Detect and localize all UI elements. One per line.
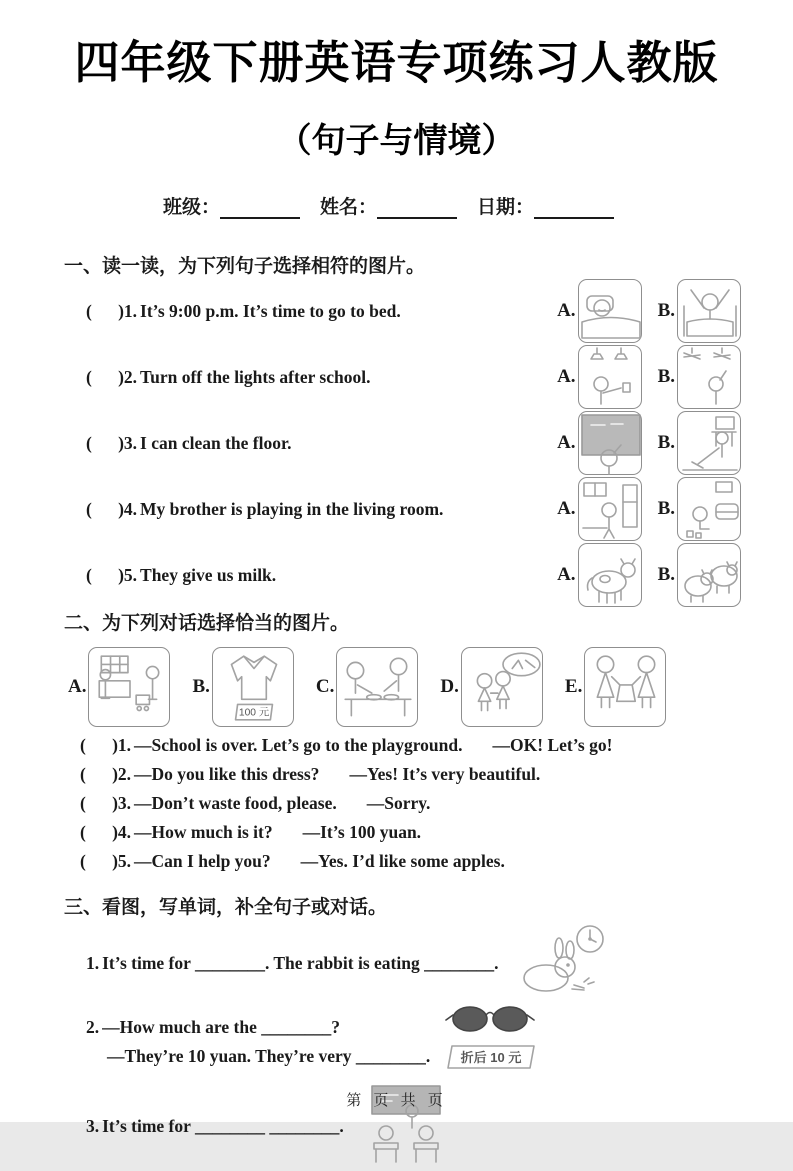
fill-in-sentence: It’s time for ________. The rabbit is eating ________. [102,952,499,973]
section2-question-2 [0,764,793,793]
name-label: 姓名： [320,197,378,218]
question-number: 4. [123,498,138,519]
two-pigs-image [677,543,741,607]
section1-question-5 [0,542,793,608]
discount-tag-text: 折后 10 元 [460,1049,522,1065]
option-a-label: A. [557,498,576,519]
section1-question-3 [0,410,793,476]
option-d-label: D. [440,676,459,697]
section3-heading: 三、看图，写单词，补全句子或对话。 [64,897,388,918]
question-number: 1. [123,300,138,321]
boy-writing-on-blackboard-image [578,411,642,475]
option-b-label: B. [657,366,675,387]
option-a-label: A. [557,432,576,453]
dialogue-answer: —Sorry. [366,793,431,813]
question-text [86,565,557,586]
option-e-label: E. [564,676,583,697]
dialogue-question: —School is over. Let’s go to the playground. [134,735,463,755]
option-b-label: B. [657,300,675,321]
question-number: 4. [117,822,132,842]
question-number: 2. [86,1017,100,1037]
dialogue-answer: —OK! Let’s go! [492,735,613,755]
question-sentence: I can clean the floor. [140,432,292,453]
student-info-row [163,192,793,219]
section1-heading: 一、读一读，为下列句子选择相符的图片。 [64,256,426,277]
answer-bracket: ( ) [86,498,124,519]
question-text [86,367,557,388]
option-d [440,647,542,727]
section2-question-1 [0,735,793,764]
dialogue-question: —Don’t waste food, please. [134,793,337,813]
date-label: 日期： [477,197,535,218]
question-number: 3. [123,432,138,453]
answer-bracket: ( ) [80,764,118,784]
section2-question-4 [0,822,793,851]
question-number: 2. [117,764,132,784]
option-a-label: A. [68,676,87,697]
girls-looking-at-dress-image [584,647,666,727]
answer-bracket: ( ) [86,366,124,387]
dialogue-answer: —Yes! It’s very beautiful. [349,764,541,784]
section2-heading: 二、为下列对话选择恰当的图片。 [64,613,350,634]
name-blank [377,199,457,219]
section3-question-2 [0,1003,793,1081]
question-number: 5. [123,564,138,585]
dialogue-question: —How much is it? [134,822,273,842]
answer-bracket: ( ) [86,564,124,585]
boy-mopping-floor-image [677,411,741,475]
question-number: 5. [117,851,132,871]
option-a-label: A. [557,564,576,585]
page-title: 四年级下册英语专项练习人教版 [74,37,719,88]
question-number: 1. [86,952,100,973]
answer-bracket: ( ) [86,432,124,453]
class-blank [220,199,300,219]
fill-in-sentence: It’s time for ________ ________. [102,1115,344,1136]
answer-bracket: ( ) [80,793,118,813]
dialogue-answer: —It’s 100 yuan. [302,822,422,842]
question-number: 1. [117,735,132,755]
sunglasses-with-discount-tag-image [442,1004,542,1081]
question-number: 3. [117,793,132,813]
section1-question-2 [0,344,793,410]
jacket-with-price-tag-image [212,647,294,727]
dialogue-question: —Can I help you? [134,851,271,871]
option-a-label: A. [557,300,576,321]
option-b-label: B. [657,564,675,585]
question-number: 2. [123,366,138,387]
section2-question-5 [0,851,793,880]
page-subtitle: （句子与情境） [277,122,516,160]
option-b-label: B. [657,432,675,453]
fruit-shop-seller-and-customer-image [88,647,170,727]
answer-bracket: ( ) [80,735,118,755]
page-footer: 第 页 共 页 [346,1092,447,1109]
section2-question-3 [0,793,793,822]
answer-bracket: ( ) [86,300,124,321]
fill-in-question-line: —How much are the ________? [102,1017,340,1037]
question-text [86,499,557,520]
price-tag-text: 100 元 [238,707,270,719]
question-sentence: It’s 9:00 p.m. It’s time to go to bed. [140,300,401,321]
option-a [68,647,170,727]
option-b-label: B. [192,676,210,697]
option-a-label: A. [557,366,576,387]
date-field [477,192,614,219]
option-c [316,647,418,727]
question-sentence: They give us milk. [140,564,277,585]
children-eating-at-table-image [336,647,418,727]
section3-question-1 [0,923,793,1003]
class-label: 班级： [163,197,221,218]
option-c-label: C. [315,676,335,697]
boy-in-kitchen-image [578,477,642,541]
class-field [163,192,300,219]
section1-question-4 [0,476,793,542]
dialogue-question: —Do you like this dress? [134,764,320,784]
girl-waking-up-in-bed-image [677,279,741,343]
cow-image [578,543,642,607]
option-b [192,647,293,727]
rabbit-eating-carrot-with-clock-image [510,922,610,1005]
date-blank [534,199,614,219]
question-sentence: Turn off the lights after school. [140,366,371,387]
dialogue-answer: —Yes. I’d like some apples. [300,851,505,871]
girls-walking-thinking-of-playground-image [461,647,543,727]
child-turning-off-light-switch-image [578,345,642,409]
boy-playing-in-living-room-image [677,477,741,541]
question-text [86,433,557,454]
question-sentence: My brother is playing in the living room. [140,498,444,519]
question-number: 3. [86,1115,100,1136]
answer-bracket: ( ) [80,822,118,842]
section2-picture-options [68,647,793,727]
section1-question-1 [0,278,793,344]
name-field [320,192,457,219]
answer-bracket: ( ) [80,851,118,871]
option-e [565,647,666,727]
child-under-ceiling-lights-image [677,345,741,409]
girl-sleeping-in-bed-image [578,279,642,343]
fill-in-answer-line: —They’re 10 yuan. They’re very ________. [107,1046,431,1066]
option-b-label: B. [657,498,675,519]
question-text [86,301,557,322]
